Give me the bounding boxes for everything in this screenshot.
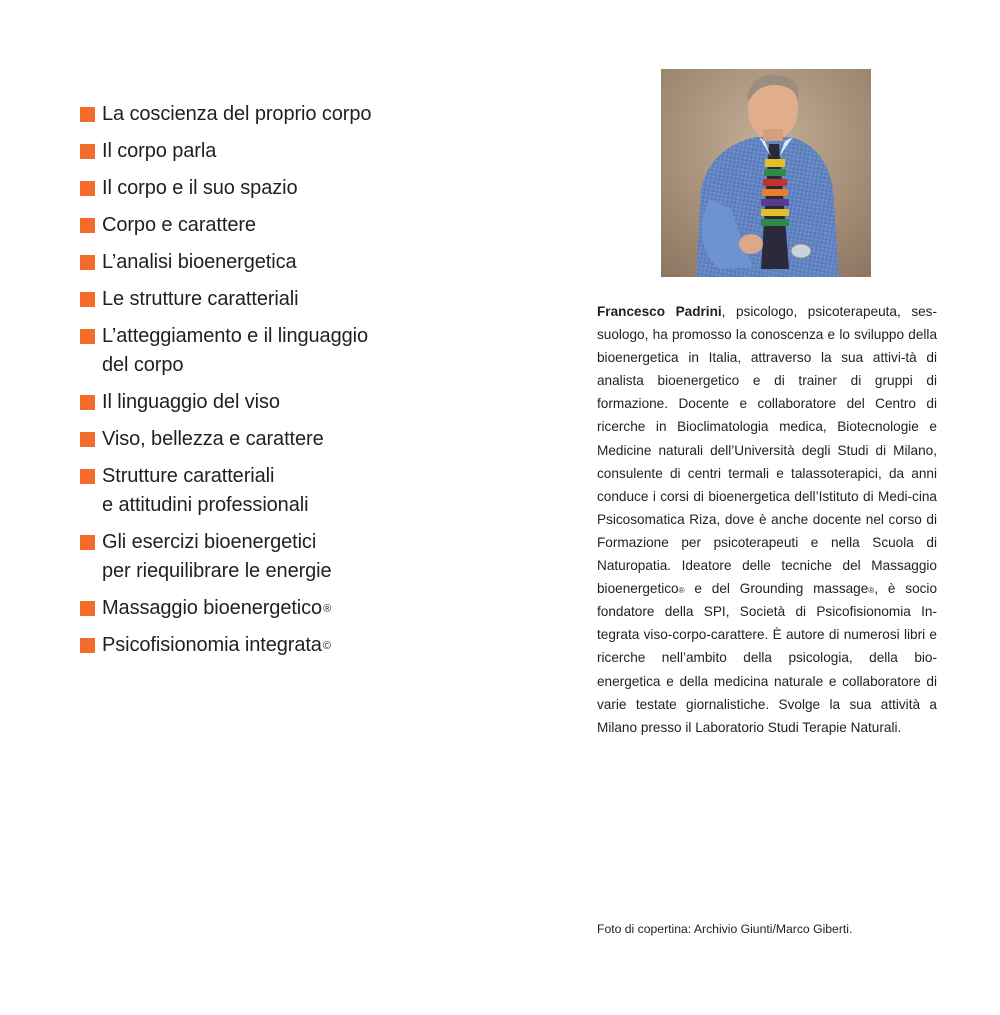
bio-text-part-3: , è socio fondatore della SPI, Società di Psicofisionomia In-tegrata viso-corpo-carattere. È autore di numerosi libri e ricerche nell’ambito della psicologia, della bio-energetica e della medicina naturale e collaboratore di varie testate giornalistiche. Svolge la sua attività a Milano presso il Laboratorio Studi Terapie Naturali. [597,581,938,735]
square-bullet-icon [80,535,95,550]
topic-item [80,100,520,129]
square-bullet-icon [80,255,95,270]
square-bullet-icon [80,601,95,616]
topic-item [80,425,520,454]
registered-mark: ® [678,586,685,596]
square-bullet-icon [80,638,95,653]
topic-label: L’atteggiamento e il linguaggio [102,325,368,347]
topic-label-continued: per riequilibrare le energie [102,560,332,582]
topic-mark: ® [323,603,332,615]
topic-label-continued: del corpo [102,354,184,376]
photo-credits: Foto di copertina: Archivio Giunti/Marco Giberti. [597,922,853,936]
author-photo [661,69,871,277]
topic-label: Il corpo parla [102,140,217,162]
topic-label: L’analisi bioenergetica [102,251,297,273]
topics-list [80,100,520,668]
topic-item [80,322,520,380]
square-bullet-icon [80,432,95,447]
square-bullet-icon [80,144,95,159]
bio-text-part-2: e del Grounding massage [684,581,869,597]
topic-label-continued: e attitudini professionali [102,494,309,516]
square-bullet-icon [80,469,95,484]
author-portrait-image [661,69,871,277]
topic-label: Viso, bellezza e carattere [102,428,324,450]
topic-item [80,631,520,660]
square-bullet-icon [80,395,95,410]
topic-label: Strutture caratteriali [102,465,275,487]
square-bullet-icon [80,218,95,233]
topic-label: La coscienza del proprio corpo [102,103,372,125]
square-bullet-icon [80,181,95,196]
square-bullet-icon [80,292,95,307]
topic-item [80,462,520,520]
square-bullet-icon [80,107,95,122]
topic-item [80,248,520,277]
topic-item [80,285,520,314]
topic-label: Gli esercizi bioenergetici [102,531,317,553]
topic-label: Psicofisionomia integrata [102,634,322,656]
author-name: Francesco Padrini [597,304,722,319]
author-bio [597,300,937,739]
topic-item [80,594,520,623]
topic-label: Massaggio bioenergetico [102,597,323,619]
square-bullet-icon [80,329,95,344]
topic-item [80,388,520,417]
topic-label: Il linguaggio del viso [102,391,280,413]
bio-text-part-1: , psicologo, psicoterapeuta, ses-suologo, ha promosso la conoscenza e lo sviluppo della bioenergetica in Italia, attraverso la sua attivi-tà di analista bioenergetico e di trainer di gruppi di formazione. Docente e collaboratore del Centro di ricerche in Bioclimatologia medica, Biotecnologie e Medicine naturali dell’Università degli Studi di Milano, consulente di centri termali e talassoterapici, da anni conduce i corsi di bioenergetica dell’Istituto di Medi-cina Psicosomatica Riza, dove è anche docente nel corso di Formazione per psicoterapeuti e nella Scuola di Naturopatia. Ideatore delle tecniche del Massaggio bioenergetico [597,304,937,597]
topic-item [80,211,520,240]
topic-label: Corpo e carattere [102,214,256,236]
registered-mark: ® [868,586,875,596]
topic-item [80,137,520,166]
topic-label: Il corpo e il suo spazio [102,177,298,199]
topic-item [80,528,520,586]
topic-mark: © [322,640,331,652]
topic-item [80,174,520,203]
topic-label: Le strutture caratteriali [102,288,299,310]
